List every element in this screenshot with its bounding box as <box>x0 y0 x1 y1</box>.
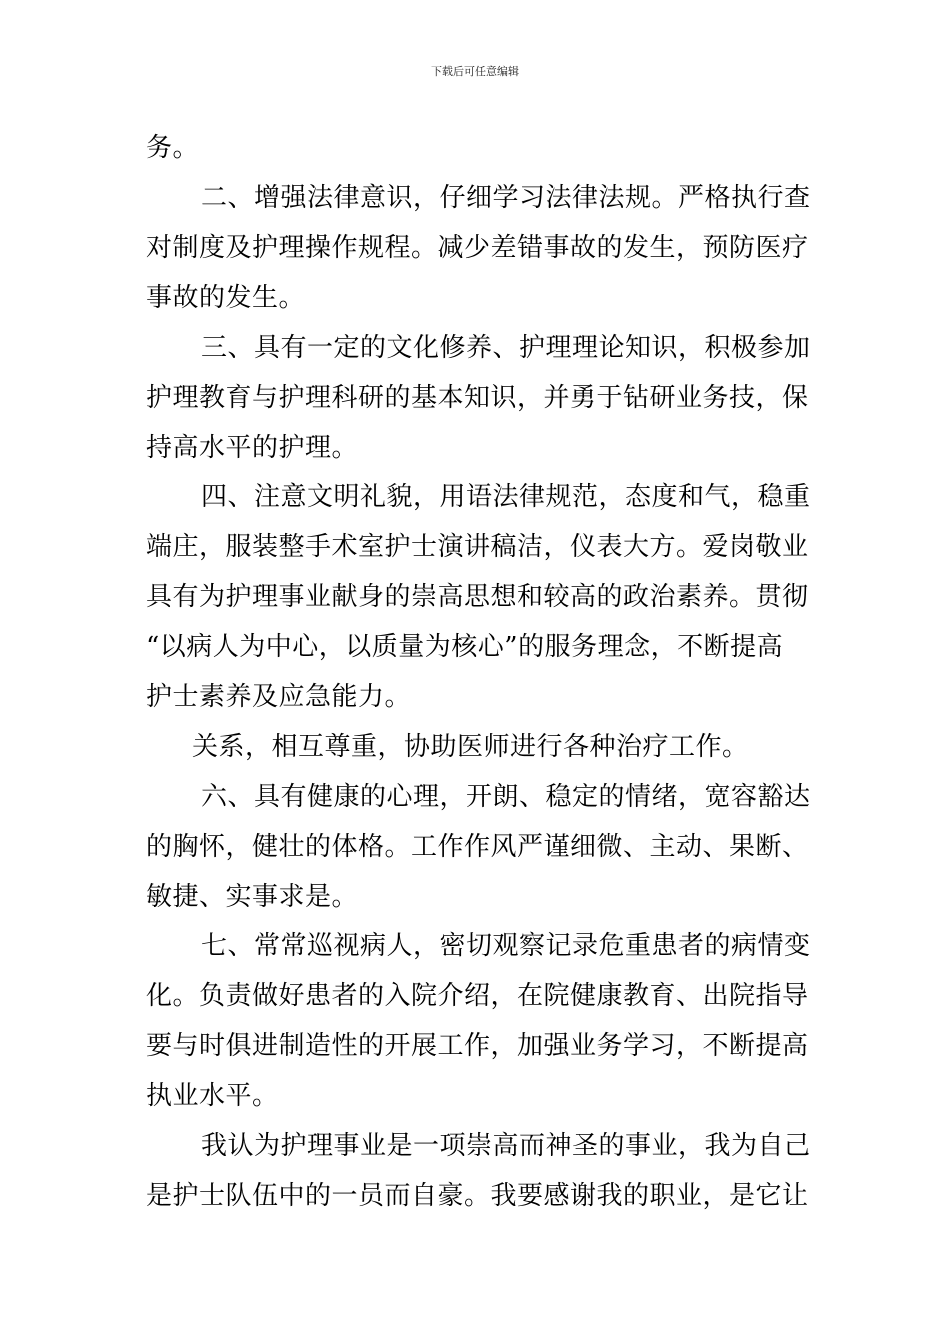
text-line: 要与时俱进制造性的开展工作，加强业务学习，不断提高 <box>146 1031 809 1061</box>
text-line: 护士素养及应急能力。 <box>146 682 412 712</box>
text-line: 对制度及护理操作规程。减少差错事故的发生，预防医疗 <box>146 233 809 263</box>
text-line: 我认为护理事业是一项崇高而神圣的事业，我为自己 <box>201 1131 811 1161</box>
text-line: 持高水平的护理。 <box>146 433 359 463</box>
text-line: 执业水平。 <box>146 1081 279 1111</box>
text-line: 敏捷、实事求是。 <box>146 882 359 912</box>
text-line: 二、增强法律意识，仔细学习法律法规。严格执行查 <box>201 183 811 213</box>
text-line: 关系，相互尊重，协助医师进行各种治疗工作。 <box>192 732 749 762</box>
text-line: 务。 <box>146 133 200 163</box>
text-line: 具有为护理事业献身的崇高思想和较高的政治素养。贯彻 <box>146 582 809 612</box>
text-line: 是护士队伍中的一员而自豪。我要感谢我的职业，是它让 <box>146 1181 809 1211</box>
text-line: 四、注意文明礼貌，用语法律规范，态度和气，稳重 <box>201 482 811 512</box>
text-line: 七、常常巡视病人，密切观察记录危重患者的病情变 <box>201 931 811 961</box>
text-line: 化。负责做好患者的入院介绍，在院健康教育、出院指导 <box>146 981 809 1011</box>
text-line: 事故的发生。 <box>146 283 306 313</box>
page-header: 下载后可任意编辑 <box>431 65 519 78</box>
text-line: 端庄，服装整手术室护士演讲稿洁，仪表大方。爱岗敬业 <box>146 532 809 562</box>
text-line: 六、具有健康的心理，开朗、稳定的情绪，宽容豁达 <box>201 782 811 812</box>
text-line: “以病人为中心，以质量为核心”的服务理念，不断提高 <box>146 632 784 662</box>
text-line: 三、具有一定的文化修养、护理理论知识，积极参加 <box>201 333 811 363</box>
text-line: 护理教育与护理科研的基本知识，并勇于钻研业务技，保 <box>146 383 809 413</box>
text-line: 的胸怀，健壮的体格。工作作风严谨细微、主动、果断、 <box>146 832 809 862</box>
